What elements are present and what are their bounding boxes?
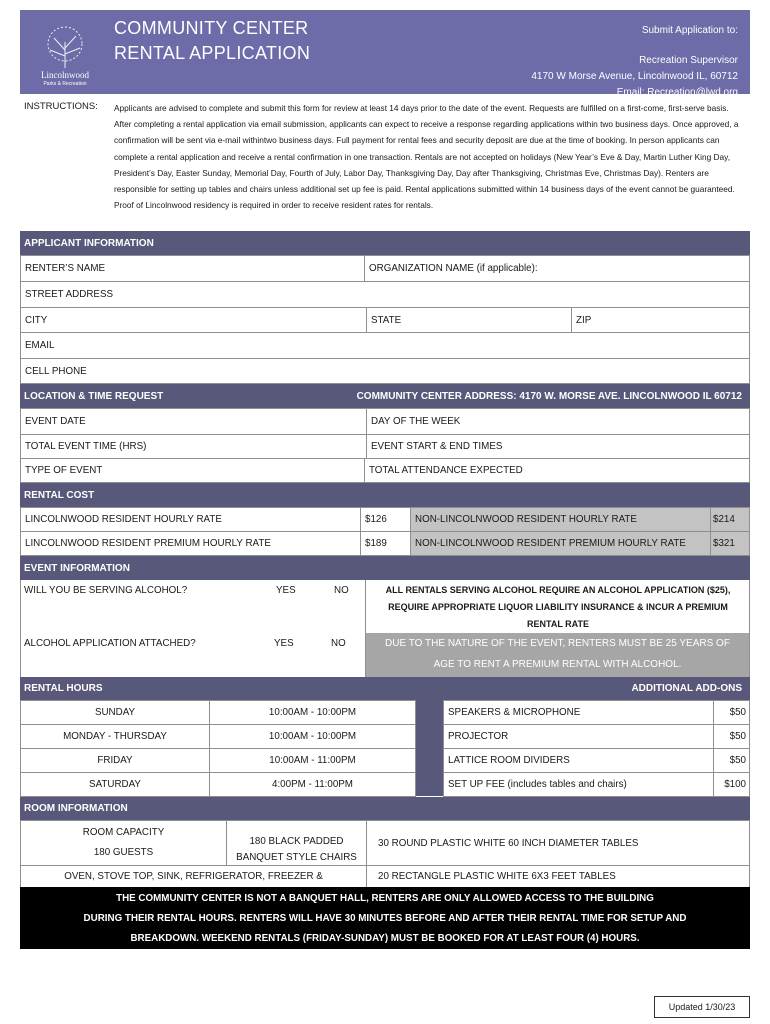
state-label: STATE xyxy=(371,314,402,326)
non-resident-hourly-text: NON-LINCOLNWOOD RESIDENT HOURLY RATE xyxy=(415,514,637,525)
total-attendance-field[interactable] xyxy=(364,458,750,483)
rental-hours-heading: RENTAL HOURS xyxy=(24,683,103,694)
age-note-line-2: AGE TO RENT A PREMIUM RENTAL WITH ALCOHOL. xyxy=(433,659,682,670)
appliances-text: OVEN, STOVE TOP, SINK, REFRIGERATOR, FREEZER & xyxy=(64,871,323,882)
logo-subtext: Parks & Recreation xyxy=(43,81,87,86)
non-resident-premium-value-text: $321 xyxy=(713,538,735,549)
alcohol-note-line-1: ALL RENTALS SERVING ALCOHOL REQUIRE AN ALCOHOL APPLICATION ($25), xyxy=(385,585,731,595)
time-saturday-text: 4:00PM - 11:00PM xyxy=(272,779,353,790)
addon-lattice-price xyxy=(713,748,750,773)
day-sunday-text: SUNDAY xyxy=(94,707,136,718)
resident-premium-value-text: $189 xyxy=(365,538,387,549)
community-center-address: COMMUNITY CENTER ADDRESS: 4170 W. MORSE AVE. LINCOLNWOOD IL 60712 xyxy=(356,390,742,402)
room-info-heading: ROOM INFORMATION xyxy=(24,803,128,814)
addon-setup-price-text: $100 xyxy=(724,779,746,790)
instructions-text: Applicants are advised to complete and submit this form for review at least 14 days prior to the date of the event. Requests are fulfilled on a first-come, first-serve basis. After completing a rental application via email submission, applicants can expect to receive a response regarding applications within two business days. Once approved, a confirmation will be sent via e-mail withintwo business days. Full payment for rental fees and security deposit are due at the time of booking. In person applicants can complete a rental application and receive a rental confirmation in one transaction. Rentals are not accepted on holidays (New Year’s Eve & Day, Martin Luther King Day, President’s Day, Easter Sunday, Memorial Day, Fourth of July, Labor Day, Thanksgiving Day, Day after Thanksgiving, Christmas Eve, Christmas Day). Renters are responsible for setting up tables and chairs unless additional set up fee is paid. Rental applications submitted within 14 business days of the event cannot be guaranteed. Proof of Lincolnwood residency is required in order to receive resident rates for rentals. xyxy=(114,103,739,211)
addon-speakers-price-text: $50 xyxy=(729,707,746,718)
room-capacity-label: ROOM CAPACITY xyxy=(82,827,165,838)
age-requirement-note xyxy=(366,633,749,677)
non-resident-hourly-rate-value xyxy=(710,507,750,532)
form-header xyxy=(20,10,750,98)
title-line-1: COMMUNITY CENTER xyxy=(114,18,309,38)
renter-name-label: RENTER’S NAME xyxy=(25,263,106,274)
addon-projector xyxy=(443,724,714,749)
rect-tables-text: 20 RECTANGLE PLASTIC WHITE 6X3 FEET TABLES xyxy=(378,871,616,882)
submit-label: Submit Application to: xyxy=(641,25,738,36)
addon-speakers-text: SPEAKERS & MICROPHONE xyxy=(448,707,581,718)
serving-alcohol-no-option[interactable]: NO xyxy=(334,585,349,596)
start-end-label: EVENT START & END TIMES xyxy=(371,441,503,452)
addon-projector-price-text: $50 xyxy=(729,731,746,742)
email-field[interactable] xyxy=(20,332,750,359)
zip-field[interactable] xyxy=(571,307,750,333)
time-mon-thu-text: 10:00AM - 10:00PM xyxy=(268,731,357,742)
non-resident-hourly-rate-label xyxy=(410,507,711,532)
chairs-cell xyxy=(226,820,367,866)
non-resident-premium-text: NON-LINCOLNWOOD RESIDENT PREMIUM HOURLY RATE xyxy=(415,538,686,549)
state-field[interactable] xyxy=(366,307,572,333)
event-start-end-field[interactable] xyxy=(366,434,750,459)
resident-premium-rate-label xyxy=(20,531,361,556)
resident-hourly-rate-label xyxy=(20,507,361,532)
resident-hourly-text: LINCOLNWOOD RESIDENT HOURLY RATE xyxy=(25,514,222,525)
room-info-section-header xyxy=(20,797,750,820)
attendance-label: TOTAL ATTENDANCE EXPECTED xyxy=(369,465,523,476)
zip-label: ZIP xyxy=(576,314,592,326)
day-mon-thu-text: MONDAY - THURSDAY xyxy=(63,731,167,742)
form-title xyxy=(114,16,310,66)
type-of-event-field[interactable] xyxy=(20,458,365,483)
cell-phone-field[interactable] xyxy=(20,358,750,384)
hours-day-saturday xyxy=(20,772,210,797)
organization-label: ORGANIZATION NAME (if applicable): xyxy=(369,263,538,274)
alcohol-note-line-2: REQUIRE APPROPRIATE LIQUOR LIABILITY INSURANCE & INCUR A PREMIUM xyxy=(388,602,728,612)
notice-line-1: THE COMMUNITY CENTER IS NOT A BANQUET HALL, RENTERS ARE ONLY ALLOWED ACCESS TO THE BUILDING xyxy=(116,893,654,904)
location-heading: LOCATION & TIME REQUEST xyxy=(24,390,164,402)
day-of-week-label: DAY OF THE WEEK xyxy=(371,416,461,427)
event-info-heading: EVENT INFORMATION xyxy=(24,562,130,574)
alcohol-application-yes-option[interactable]: YES xyxy=(274,638,294,649)
instructions-label: INSTRUCTIONS: xyxy=(24,101,98,112)
day-saturday-text: SATURDAY xyxy=(89,779,141,790)
addon-lattice-dividers xyxy=(443,748,714,773)
non-resident-premium-rate-value xyxy=(710,531,750,556)
addon-projector-text: PROJECTOR xyxy=(448,731,509,742)
serving-alcohol-yes-option[interactable]: YES xyxy=(276,585,296,596)
location-section-header xyxy=(20,384,750,408)
addon-speakers xyxy=(443,700,714,725)
city-label: CITY xyxy=(25,314,48,326)
event-info-section-header xyxy=(20,556,750,580)
resident-hourly-value-text: $126 xyxy=(365,514,387,525)
hours-day-friday xyxy=(20,748,210,773)
addon-setup-text: SET UP FEE (includes tables and chairs) xyxy=(448,779,627,790)
event-date-label: EVENT DATE xyxy=(25,416,86,427)
round-tables-cell xyxy=(366,820,750,866)
notice-line-3: BREAKDOWN. WEEKEND RENTALS (FRIDAY-SUNDAY) MUST BE BOOKED FOR AT LEAST FOUR (4) HOURS. xyxy=(130,933,640,944)
applicant-heading: APPLICANT INFORMATION xyxy=(24,237,154,249)
renter-name-field[interactable] xyxy=(20,255,365,282)
notice-line-2: DURING THEIR RENTAL HOURS. RENTERS WILL HAVE 30 MINUTES BEFORE AND AFTER THEIR RENTAL TIME FOR SETUP AND xyxy=(83,913,687,924)
city-field[interactable] xyxy=(20,307,367,333)
serving-alcohol-question: WILL YOU BE SERVING ALCOHOL? xyxy=(24,585,188,596)
addon-projector-price xyxy=(713,724,750,749)
submit-email: Email: Recreation@lwd.org xyxy=(616,87,738,98)
resident-hourly-rate-value xyxy=(360,507,411,532)
age-note-line-1: DUE TO THE NATURE OF THE EVENT, RENTERS MUST BE 25 YEARS OF xyxy=(385,638,730,649)
applicant-section-header xyxy=(20,231,750,255)
alcohol-application-question: ALCOHOL APPLICATION ATTACHED? xyxy=(24,638,196,649)
title-line-2: RENTAL APPLICATION xyxy=(114,43,311,63)
cell-phone-label: CELL PHONE xyxy=(25,365,87,377)
non-resident-hourly-value-text: $214 xyxy=(713,514,735,525)
total-time-label: TOTAL EVENT TIME (HRS) xyxy=(25,441,147,452)
updated-date-text: Updated 1/30/23 xyxy=(668,1002,736,1012)
addon-setup-price xyxy=(713,772,750,797)
total-event-time-field[interactable] xyxy=(20,434,367,459)
time-sunday-text: 10:00AM - 10:00PM xyxy=(268,707,357,718)
rect-tables-cell xyxy=(366,865,750,888)
event-date-field[interactable] xyxy=(20,408,367,435)
hours-time-mon-thu xyxy=(209,724,416,749)
rental-hours-section-header xyxy=(20,677,750,700)
submit-info xyxy=(531,23,738,101)
hours-time-saturday xyxy=(209,772,416,797)
hours-day-sunday xyxy=(20,700,210,725)
addon-lattice-text: LATTICE ROOM DIVIDERS xyxy=(448,755,570,766)
resident-premium-text: LINCOLNWOOD RESIDENT PREMIUM HOURLY RATE xyxy=(25,538,271,549)
time-friday-text: 10:00AM - 11:00PM xyxy=(269,755,356,766)
alcohol-application-no-option[interactable]: NO xyxy=(331,638,346,649)
street-label: STREET ADDRESS xyxy=(25,289,114,300)
day-of-week-field[interactable] xyxy=(366,408,750,435)
email-label: EMAIL xyxy=(25,340,55,351)
room-capacity-value: 180 GUESTS xyxy=(93,847,154,858)
organization-name-field[interactable] xyxy=(364,255,750,282)
day-friday-text: FRIDAY xyxy=(97,755,133,766)
resident-premium-rate-value xyxy=(360,531,411,556)
rental-cost-section-header xyxy=(20,483,750,507)
chairs-line-2: BANQUET STYLE CHAIRS xyxy=(236,852,357,863)
additional-addons-heading: ADDITIONAL ADD-ONS xyxy=(631,683,742,694)
room-capacity-cell xyxy=(20,820,227,866)
non-resident-premium-rate-label xyxy=(410,531,711,556)
hours-time-friday xyxy=(209,748,416,773)
addon-lattice-price-text: $50 xyxy=(729,755,746,766)
banquet-hall-notice xyxy=(20,887,750,949)
rental-cost-heading: RENTAL COST xyxy=(24,489,95,501)
lincolnwood-logo xyxy=(32,20,98,86)
hours-addons-divider xyxy=(415,700,444,796)
updated-date-box xyxy=(654,996,750,1018)
appliances-cell xyxy=(20,865,367,888)
hours-time-sunday xyxy=(209,700,416,725)
chairs-line-1: 180 BLACK PADDED xyxy=(249,836,344,847)
addon-speakers-price xyxy=(713,700,750,725)
hours-day-mon-thu xyxy=(20,724,210,749)
street-address-field[interactable] xyxy=(20,281,750,308)
alcohol-requirements-note xyxy=(368,582,748,633)
round-tables-text: 30 ROUND PLASTIC WHITE 60 INCH DIAMETER TABLES xyxy=(378,837,639,849)
addon-setup-fee xyxy=(443,772,714,797)
submit-name: Recreation Supervisor xyxy=(639,55,738,66)
type-label: TYPE OF EVENT xyxy=(25,465,103,476)
submit-address: 4170 W Morse Avenue, Lincolnwood IL, 60712 xyxy=(531,71,738,82)
logo-text: Lincolnwood xyxy=(41,70,89,80)
alcohol-note-line-3: RENTAL RATE xyxy=(527,619,589,629)
